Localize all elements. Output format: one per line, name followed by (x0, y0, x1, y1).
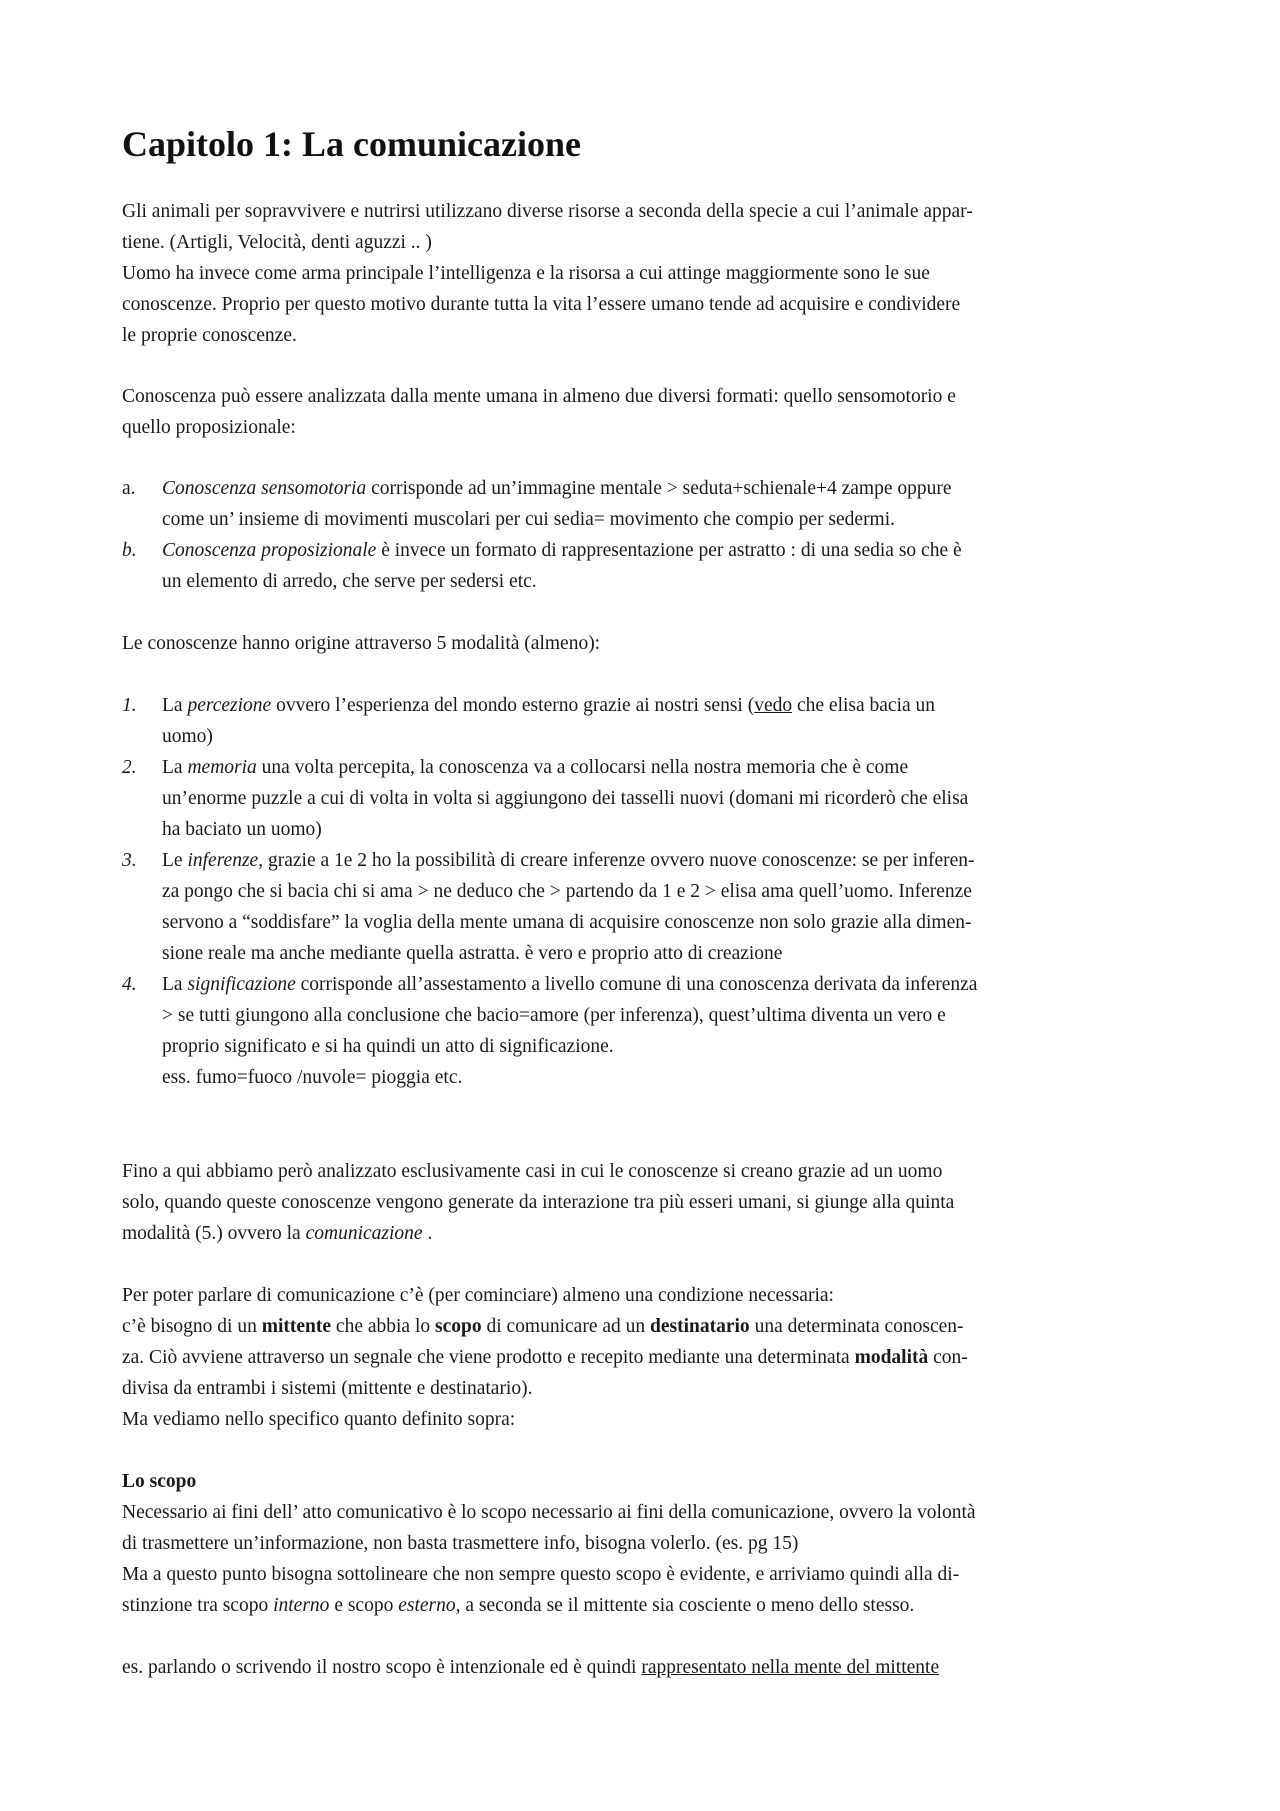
example-line (122, 1652, 1172, 1683)
term-proposizionale: Conoscenza proposizionale (162, 540, 377, 561)
paragraph-line: solo, quando queste conoscenze vengono generate da interazione tra più esseri umani, si giunge alla quinta (122, 1192, 955, 1213)
intro-line: le proprie conoscenze. (122, 325, 297, 346)
paragraph-line: Fino a qui abbiamo però analizzato esclusivamente casi in cui le conoscenze si creano grazie ad un uomo (122, 1161, 943, 1182)
paragraph-line: Conoscenza può essere analizzata dalla mente umana in almeno due diversi formati: quello sensomotorio e (122, 386, 956, 407)
inline-text: c’è bisogno di un (122, 1316, 262, 1337)
item-text: ha baciato un uomo) (162, 819, 322, 840)
inline-text: a seconda se il mittente sia cosciente o meno dello stesso. (460, 1595, 915, 1616)
section-heading-scopo: Lo scopo (122, 1471, 197, 1492)
term-esterno: esterno, (398, 1595, 461, 1616)
item-text: ess. fumo=fuoco /nuvole= pioggia etc. (162, 1067, 463, 1088)
term-percezione: percezione (187, 695, 272, 716)
inline-text: modalità (5.) ovvero la (122, 1223, 306, 1244)
formats-list (122, 473, 1172, 597)
item-text: corrisponde ad un’immagine mentale > seduta+schienale+4 zampe oppure (366, 478, 952, 499)
bold-destinatario: destinatario (650, 1316, 750, 1337)
intro-line: conoscenze. Proprio per questo motivo durante tutta la vita l’essere umano tende ad acquisire e condividere (122, 294, 961, 315)
list-marker: 3. (122, 850, 137, 871)
item-text: corrisponde all’assestamento a livello comune di una conoscenza derivata da inferenza (295, 974, 978, 995)
paragraph-line: Le conoscenze hanno origine attraverso 5 modalità (almeno): (122, 633, 601, 654)
term-inferenze: inferenze (187, 850, 259, 871)
inline-text: con- (928, 1347, 968, 1368)
list-marker: 1. (122, 695, 137, 716)
term-interno: interno (273, 1595, 330, 1616)
item-text: > se tutti giungono alla conclusione che bacio=amore (per inferenza), quest’ultima diventa un vero e (162, 1005, 946, 1026)
item-text: che elisa bacia un (792, 695, 936, 716)
term-memoria: memoria (187, 757, 257, 778)
scopo-section (122, 1466, 1172, 1621)
list-item (122, 752, 1172, 845)
item-text: La (162, 974, 188, 995)
list-item (122, 535, 1172, 597)
paragraph-line: di trasmettere un’informazione, non basta trasmettere info, bisogna volerlo. (es. pg 15) (122, 1533, 799, 1554)
item-text: Le (162, 850, 188, 871)
term-comunicazione: comunicazione (305, 1223, 423, 1244)
item-text: come un’ insieme di movimenti muscolari per cui sedia= movimento che compio per sedermi. (162, 509, 896, 530)
page-title: Capitolo 1: La comunicazione (122, 124, 581, 164)
item-text: è invece un formato di rappresentazione per astratto : di una sedia so che è (376, 540, 962, 561)
inline-text: . (422, 1223, 433, 1244)
item-text: La (162, 757, 188, 778)
list-marker: b. (122, 540, 137, 561)
condition-section (122, 1280, 1172, 1435)
item-text: za pongo che si bacia chi si ama > ne deduco che > partendo da 1 e 2 > elisa ama quell’uomo. Inferenze (162, 881, 972, 902)
term-significazione: significazione (187, 974, 296, 995)
paragraph-line (122, 1342, 1172, 1373)
paragraph-line (122, 1590, 1172, 1621)
item-text: servono a “soddisfare” la voglia della mente umana di acquisire conoscenze non solo grazie alla dimen- (162, 912, 972, 933)
item-text: uomo) (162, 726, 213, 747)
list-marker: a. (122, 478, 136, 499)
bold-modalita: modalità (854, 1347, 929, 1368)
paragraph-line (122, 1652, 1172, 1683)
item-text: ovvero l’esperienza del mondo esterno grazie ai nostri sensi ( (271, 695, 755, 716)
item-text: un elemento di arredo, che serve per sedersi etc. (162, 571, 537, 592)
origins-list (122, 690, 1172, 1093)
paragraph-line (122, 1218, 1172, 1249)
paragraph-line: Per poter parlare di comunicazione c’è (per cominciare) almeno una condizione necessaria: (122, 1285, 834, 1306)
paragraph-line: quello proposizionale: (122, 417, 296, 438)
underlined-phrase: rappresentato nella mente del mittente (641, 1657, 940, 1678)
inline-text: es. parlando o scrivendo il nostro scopo è intenzionale ed è quindi (122, 1657, 642, 1678)
intro-line: tiene. (Artigli, Velocità, denti aguzzi .. ) (122, 232, 432, 253)
paragraph-line (122, 1311, 1172, 1342)
bold-mittente: mittente (261, 1316, 332, 1337)
item-text: sione reale ma anche mediante quella astratta. è vero e proprio atto di creazione (162, 943, 783, 964)
bold-scopo: scopo (435, 1316, 482, 1337)
paragraph-line: divisa da entrambi i sistemi (mittente e destinatario). (122, 1378, 533, 1399)
inline-text: e scopo (329, 1595, 399, 1616)
item-text: proprio significato e si ha quindi un atto di significazione. (162, 1036, 614, 1057)
fifth-modality-section (122, 1156, 1172, 1249)
inline-text: di comunicare ad un (481, 1316, 651, 1337)
origins-intro (122, 628, 1172, 659)
inline-text: che abbia lo (331, 1316, 436, 1337)
paragraph-line: Ma a questo punto bisogna sottolineare che non sempre questo scopo è evidente, e arriviamo quindi alla di- (122, 1564, 960, 1585)
paragraph-line: Ma vediamo nello specifico quanto definito sopra: (122, 1409, 516, 1430)
intro-line: Gli animali per sopravvivere e nutrirsi utilizzano diverse risorse a seconda della specie a cui l’animale appar- (122, 201, 973, 222)
item-text: un’enorme puzzle a cui di volta in volta si aggiungono dei tasselli nuovi (domani mi ricorderò che elisa (162, 788, 969, 809)
underlined-vedo: vedo (754, 695, 793, 716)
inline-text: za. Ciò avviene attraverso un segnale che viene prodotto e recepito mediante una determinata (122, 1347, 855, 1368)
list-item (122, 845, 1172, 969)
list-item (122, 969, 1172, 1093)
inline-text: stinzione tra scopo (122, 1595, 274, 1616)
item-text: una volta percepita, la conoscenza va a collocarsi nella nostra memoria che è come (256, 757, 909, 778)
term-sensomotoria: Conoscenza sensomotoria (162, 478, 367, 499)
list-item (122, 690, 1172, 752)
list-item (122, 473, 1172, 535)
formats-intro (122, 381, 1172, 443)
intro-section (122, 196, 1172, 351)
list-marker: 4. (122, 974, 137, 995)
item-text: La (162, 695, 188, 716)
item-text: , grazie a 1e 2 ho la possibilità di creare inferenze ovvero nuove conoscenze: se per inferen- (258, 850, 975, 871)
inline-text: una determinata conoscen- (749, 1316, 964, 1337)
paragraph-line: Necessario ai fini dell’ atto comunicativo è lo scopo necessario ai fini della comunicazione, ovvero la volontà (122, 1502, 976, 1523)
intro-line: Uomo ha invece come arma principale l’intelligenza e la risorsa a cui attinge maggiormente sono le sue (122, 263, 930, 284)
list-marker: 2. (122, 757, 137, 778)
